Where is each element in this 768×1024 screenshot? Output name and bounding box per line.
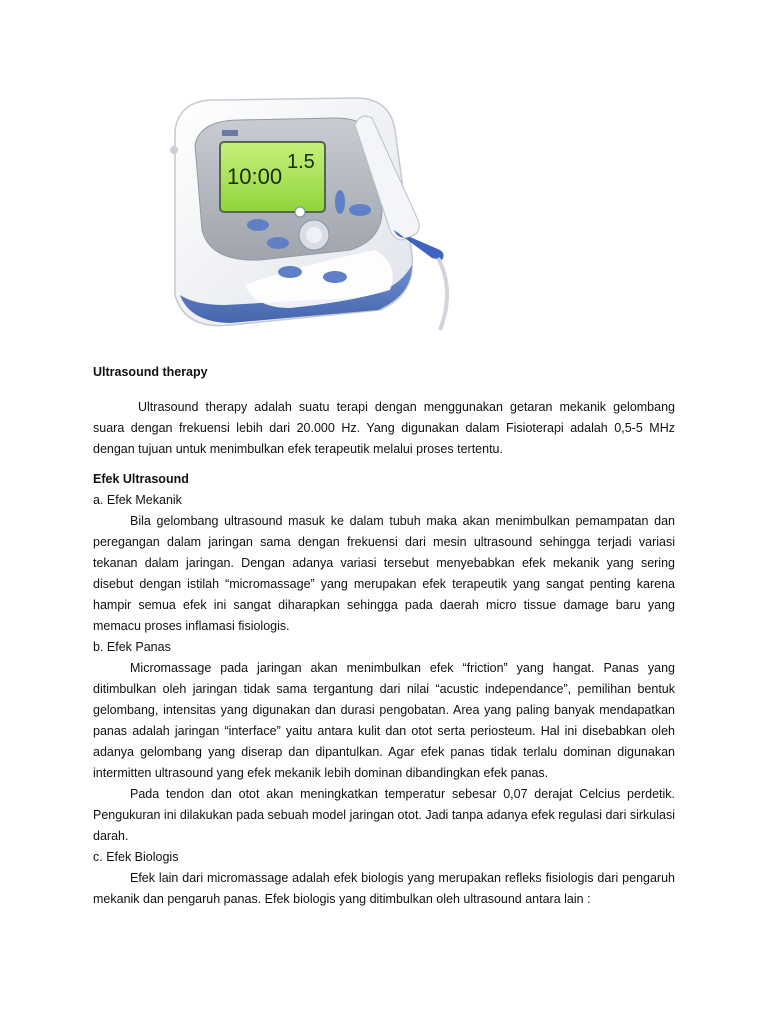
heat-effect-paragraph: Micromassage pada jaringan akan menimbulkan efek “friction” yang hangat. Panas yang ditimbulkan oleh jaringan tidak sama tergantung dari nilai “acustic independance”, pemilihan bentuk gelombang, intensitas yang digunakan dan durasi pengobatan. Area yang paling banyak mendapatkan panas adalah jaringan “interface” yaitu antara kulit dan otot serta periosteum. Hal ini disebabkan oleh adanya gelombang yang diserap dan dipantulkan. Agar efek panas tidak terlalu dominan digunakan intermitten ultrasound yang efek mekanik lebih dominan dibandingkan efek panas.: [93, 661, 675, 780]
ultrasound-device-image: [150, 90, 480, 340]
ultrasound-device-illustration: [150, 90, 480, 340]
biological-effect-paragraph: Efek lain dari micromassage adalah efek biologis yang merupakan refleks fisiologis dari pengaruh mekanik dan pengaruh panas. Efek biologis yang ditimbulkan oleh ultrasound antara lain :: [93, 871, 675, 906]
intro-block: [93, 397, 675, 460]
effects-section: [93, 469, 675, 910]
biological-effect-title: c. Efek Biologis: [93, 850, 179, 864]
section-title: Ultrasound therapy: [93, 365, 208, 379]
mechanical-effect-title: a. Efek Mekanik: [93, 493, 182, 507]
intro-paragraph: Ultrasound therapy adalah suatu terapi dengan menggunakan getaran mekanik gelombang suara dengan frekuensi lebih dari 20.000 Hz. Yang digunakan dalam Fisioterapi adalah 0,5-5 MHz dengan tujuan untuk menimbulkan efek terapeutik melalui proses tertentu.: [93, 400, 675, 456]
effects-heading: Efek Ultrasound: [93, 472, 189, 486]
heat-effect-title: b. Efek Panas: [93, 640, 171, 654]
device-screen-value: 1.5: [287, 151, 315, 173]
mechanical-effect-paragraph: Bila gelombang ultrasound masuk ke dalam tubuh maka akan menimbulkan pemampatan dan peregangan dalam jaringan sama dengan frekuensi dari mesin ultrasound sehingga terjadi variasi tekanan dalam jaringan. Dengan adanya variasi tersebut menyebabkan efek mekanik yang sering disebut dengan istilah “micromassage” yang merupakan efek terapeutik yang sangat penting karena hampir semua efek ini sangat diharapkan sehingga pada daerah micro tissue damage baru yang memacu proses inflamasi fisiologis.: [93, 514, 675, 633]
device-screen-time: 10:00: [227, 164, 283, 189]
heat-effect-paragraph-2: Pada tendon dan otot akan meningkatkan temperatur sebesar 0,07 derajat Celcius perdetik. Pengukuran ini dilakukan pada sebuah model jaringan otot. Jadi tanpa adanya efek regulasi dari sirkulasi darah.: [93, 787, 675, 843]
